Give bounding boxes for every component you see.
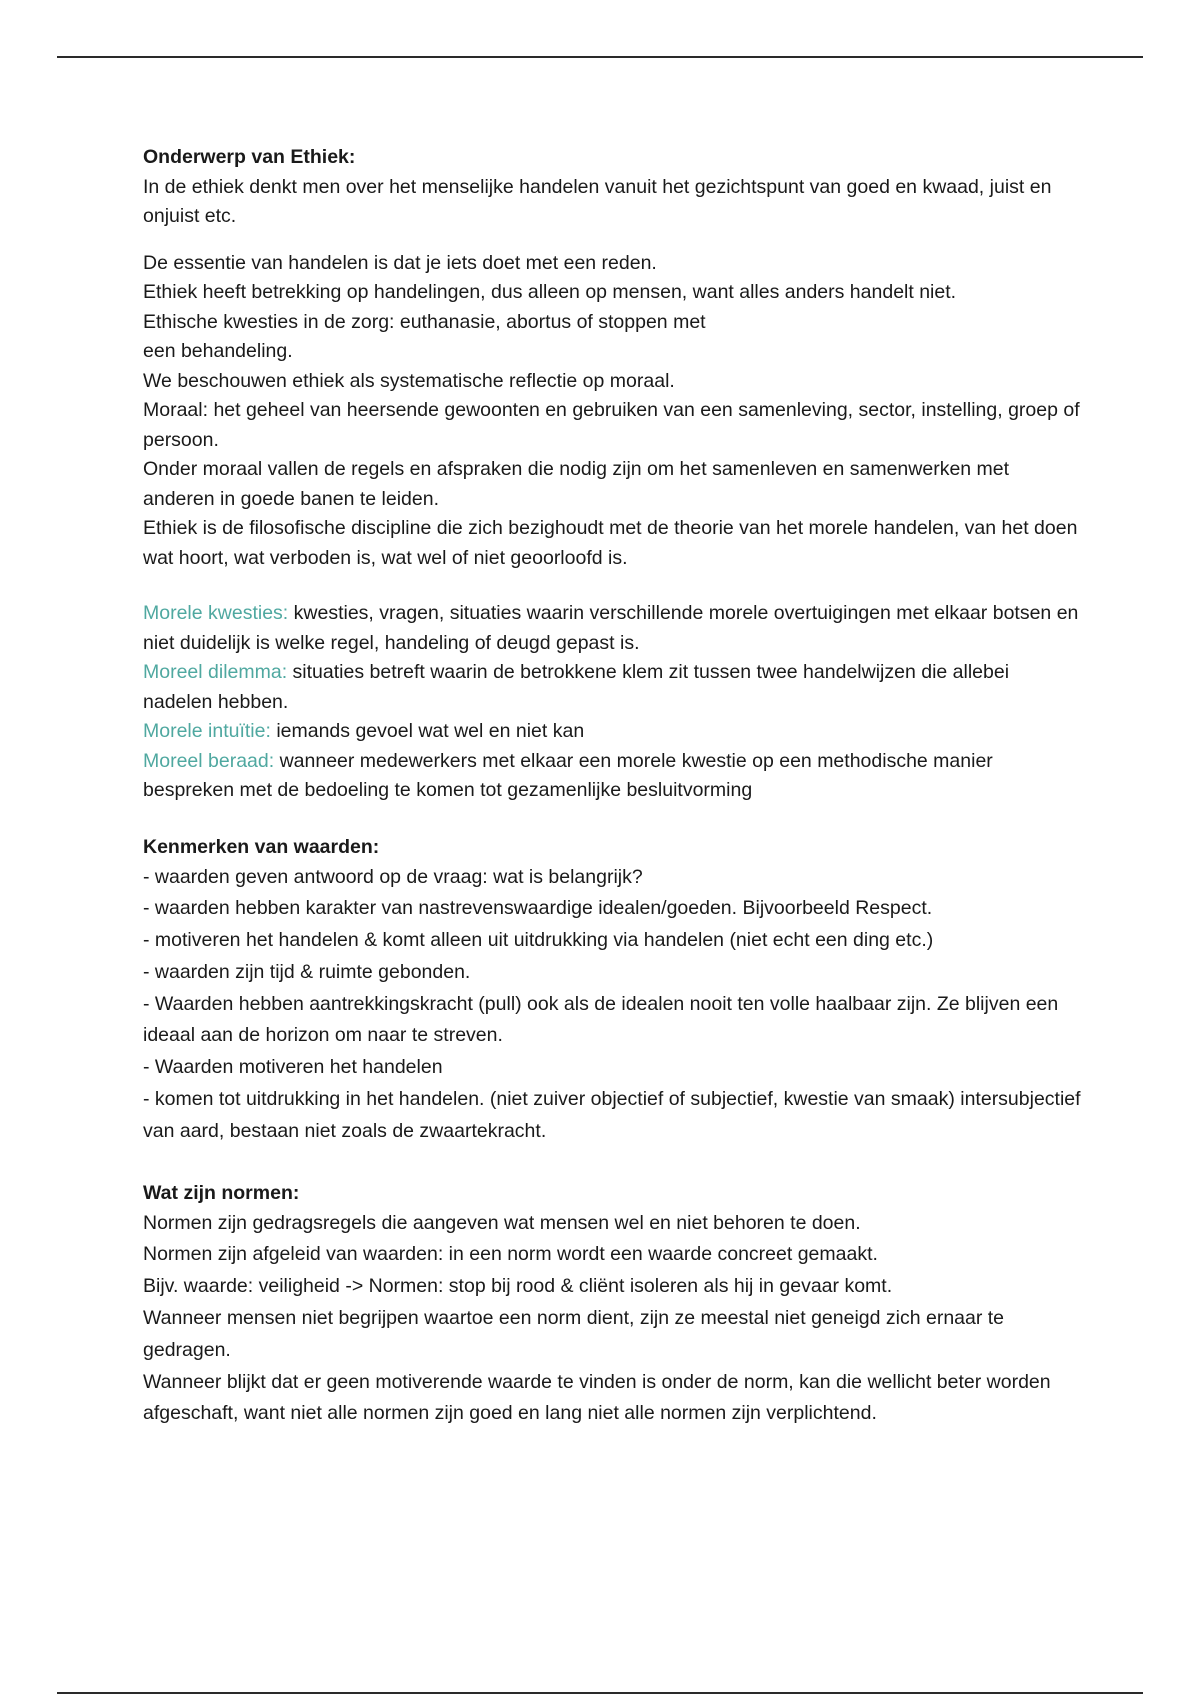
paragraph-line: We beschouwen ethiek als systematische reflectie op moraal. [143,369,675,392]
section-heading-normen: Wat zijn normen: [143,1181,300,1204]
top-rule [57,56,1143,58]
list-item: - waarden hebben karakter van nastrevenswaardige idealen/goeden. Bijvoorbeeld Respect. [143,897,933,920]
section-heading-ethiek: Onderwerp van Ethiek: [143,146,356,168]
paragraph-line: Bijv. waarde: veiligheid -> Normen: stop bij rood & cliënt isoleren als hij in gevaar komt. [143,1275,893,1298]
section-heading-waarden: Kenmerken van waarden: [143,835,380,858]
paragraph-line: Wanneer mensen niet begrijpen waartoe een norm dient, zijn ze meestal niet geneigd zich ernaar te gedragen. [143,1307,1005,1361]
paragraph-line: een behandeling. [143,340,293,362]
list-item: - motiveren het handelen & komt alleen uit uitdrukking via handelen (niet echt een ding etc.) [143,929,934,952]
paragraph-line: Ethiek is de filosofische discipline die zich bezighoudt met de theorie van het morele handelen, van het doen wat hoort, wat verboden is, wat wel of niet geoorloofd is. [143,517,1078,569]
list-item: - Waarden motiveren het handelen [143,1056,443,1079]
paragraph-line: Onder moraal vallen de regels en afspraken die nodig zijn om het samenleven en samenwerken met anderen in goede banen te leiden. [143,458,1010,510]
list-item: - waarden geven antwoord op de vraag: wat is belangrijk? [143,865,643,888]
definition-term: Moreel dilemma: [143,661,288,683]
definition-item [143,717,1083,747]
paragraph-line: Normen zijn afgeleid van waarden: in een norm wordt een waarde concreet gemaakt. [143,1243,878,1266]
paragraph-line: Wanneer blijkt dat er geen motiverende waarde te vinden is onder de norm, kan die wellicht beter worden afgeschaft, want niet alle normen zijn goed en lang niet alle normen zijn verplichtend. [143,1370,1051,1425]
section-waarden [143,832,1083,1431]
definition-item [143,747,1083,806]
document-body [143,143,1083,1430]
paragraph-line: De essentie van handelen is dat je iets doet met een reden. [143,251,657,274]
definition-term: Morele kwesties: [143,602,289,624]
definition-term: Morele intuïtie: [143,720,271,742]
paragraph-line: Ethische kwesties in de zorg: euthanasie, abortus of stoppen met [143,310,706,333]
definition-item [143,599,1083,658]
paragraph-line: Ethiek heeft betrekking op handelingen, dus alleen op mensen, want alles anders handelt niet. [143,281,957,303]
definition-text: situaties betreft waarin de betrokkene klem zit tussen twee handelwijzen die allebei nadelen hebben. [143,661,1010,713]
definition-term: Moreel beraad: [143,749,275,772]
list-item: - Waarden hebben aantrekkingskracht (pull) ook als de idealen nooit ten volle haalbaar zijn. Ze blijven een ideaal aan de horizon om naar te streven. [143,992,1059,1047]
paragraph-intro: In de ethiek denkt men over het menselijke handelen vanuit het gezichtspunt van goed en kwaad, juist en onjuist etc. [143,175,1052,227]
definition-text: wanneer medewerkers met elkaar een morele kwestie op een methodische manier bespreken met de bedoeling te komen tot gezamenlijke besluitvorming [143,749,993,801]
list-item: - waarden zijn tijd & ruimte gebonden. [143,960,471,983]
definition-text: iemands gevoel wat wel en niet kan [270,720,585,742]
paragraph-line: Normen zijn gedragsregels die aangeven wat mensen wel en niet behoren te doen. [143,1211,861,1234]
definition-item [143,658,1083,717]
paragraph-line: Moraal: het geheel van heersende gewoonten en gebruiken van een samenleving, sector, instelling, groep of persoon. [143,399,1080,451]
list-item: - komen tot uitdrukking in het handelen. (niet zuiver objectief of subjectief, kwestie van smaak) intersubjectief van aard, bestaan niet zoals de zwaartekracht. [143,1088,1081,1142]
definition-text: kwesties, vragen, situaties waarin verschillende morele overtuigingen met elkaar botsen en niet duidelijk is welke regel, handeling of deugd gepast is. [143,602,1079,654]
bottom-rule [57,1692,1143,1694]
